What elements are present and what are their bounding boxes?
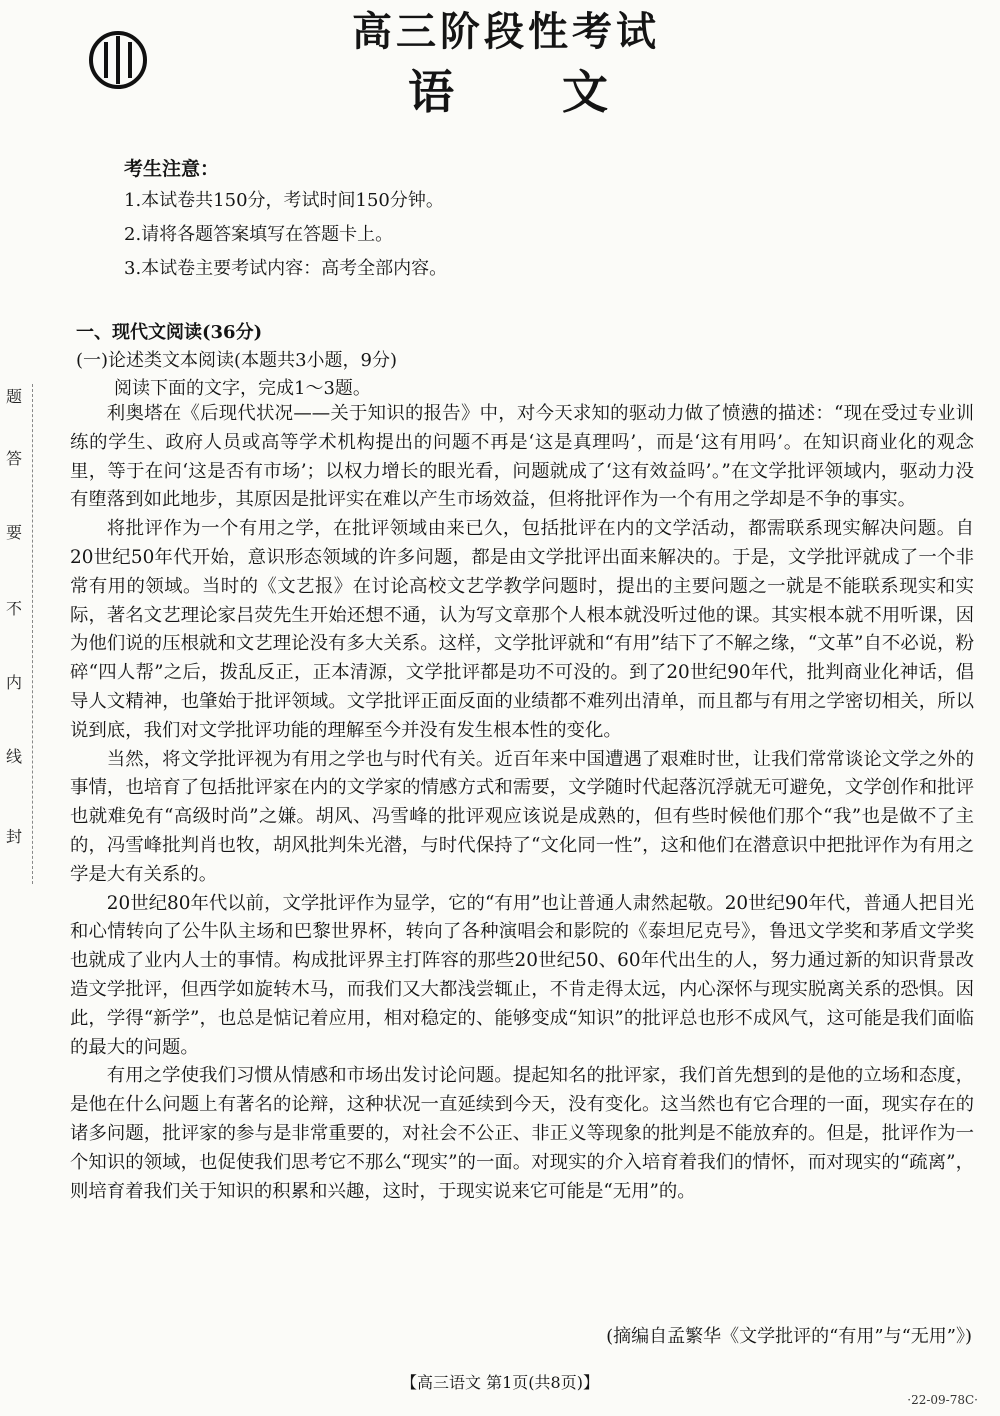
passage-body — [70, 400, 974, 1206]
passage-paragraph: 当然，将文学批评视为有用之学也与时代有关。近百年来中国遭遇了艰难时世，让我们常常谈论文学之外的事情，也培育了包括批评家在内的文学家的情感方式和需要，文学随时代起落沉浮就无可避免，文学创作和批评也就难免有“高级时尚”之嫌。胡风、冯雪峰的批评观应该说是成熟的，但有些时候他们那个“我”也是做不了主的，冯雪峰批判肖也牧，胡风批判朱光潜，与时代保持了“文化同一性”，这和他们在潜意识中把批评作为有用之学是大有关系的。 — [70, 748, 974, 885]
binding-dashed-line — [32, 384, 33, 884]
margin-char: 答 — [6, 449, 23, 468]
exam-title: 高三阶段性考试 — [352, 8, 660, 55]
margin-char: 封 — [6, 827, 23, 846]
notice-heading: 考生注意： — [124, 158, 220, 180]
passage-paragraph: 有用之学使我们习惯从情感和市场出发讨论问题。提起知名的批评家，我们首先想到的是他的立场和态度，是他在什么问题上有著名的论辩，这种状况一直延续到今天，没有变化。这当然也有它合理的一面，现实存在的诸多问题，批评家的参与是非常重要的，对社会不公正、非正义等现象的批判是不能放弃的。但是，批评作为一个知识的领域，也促使我们思考它不那么“现实”的一面。对现实的介入培育着我们的情怀，而对现实的“疏离”，则培育着我们关于知识的积累和兴趣，这时，于现实说来它可能是“无用”的。 — [70, 1065, 974, 1202]
exam-logo-icon — [88, 30, 148, 90]
passage-paragraph: 利奥塔在《后现代状况——关于知识的报告》中，对今天求知的驱动力做了愤懑的描述：“现在受过专业训练的学生、政府人员或高等学术机构提出的问题不再是‘这是真理吗’，而是‘这有用吗’。在知识商业化的观念里，等于在问‘这是否有市场’；以权力增长的眼光看，问题就成了‘这有效益吗’。”在文学批评领域内，驱动力没有堕落到如此地步，其原因是批评实在难以产生市场效益，但将批评作为一个有用之学却是不争的事实。 — [70, 403, 974, 511]
section-heading: 一、现代文阅读(36分) — [76, 322, 263, 343]
page-footer: 【高三语文 第1页(共8页)】 — [401, 1373, 599, 1392]
margin-char: 题 — [6, 387, 23, 406]
exam-code: ·22-09-78C· — [907, 1393, 978, 1407]
subsection-heading: (一)论述类文本阅读(本题共3小题，9分) — [76, 350, 397, 371]
passage-paragraph: 20世纪80年代以前，文学批评作为显学，它的“有用”也让普通人肃然起敬。20世纪90年代，普通人把目光和心情转向了公牛队主场和巴黎世界杯，转向了各种演唱会和影院的《泰坦尼克号》，鲁迅文学奖和茅盾文学奖也就成了业内人士的事情。构成批评界主打阵容的那些20世纪50、60年代出生的人，努力通过新的知识背景改造文学批评，但西学如旋转木马，而我们又大都浅尝辄止，不肯走得太远，内心深怀与现实脱离关系的恐惧。因此，学得“新学”，也总是惦记着应用，相对稳定的、能够变成“知识”的批评总也形不成风气，这可能是我们面临的最大的问题。 — [70, 892, 974, 1058]
instruction: 阅读下面的文字，完成1～3题。 — [114, 378, 371, 399]
margin-char: 要 — [6, 523, 23, 542]
subject-title — [408, 56, 608, 122]
passage-paragraph: 将批评作为一个有用之学，在批评领域由来已久，包括批评在内的文学活动，都需联系现实解决问题。自20世纪50年代开始，意识形态领域的许多问题，都是由文学批评出面来解决的。于是，文学批评就成了一个非常有用的领域。当时的《文艺报》在讨论高校文艺学教学问题时，提出的主要问题之一就是不能联系现实和实际，著名文艺理论家吕荧先生开始还想不通，认为写文章那个人根本就没听过他的课。其实根本就不用听课，因为他们说的压根就和文艺理论没有多大关系。这样，文学批评就和“有用”结下了不解之缘，“文革”自不必说，粉碎“四人帮”之后，拨乱反正，正本清源，文学批评都是功不可没的。到了20世纪90年代，批判商业化神话，倡导人文精神，也肇始于批评领域。文学批评正面反面的业绩都不难列出清单，而且都与有用之学密切相关，所以说到底，我们对文学批评功能的理解至今并没有发生根本性的变化。 — [70, 518, 974, 741]
margin-char: 线 — [6, 747, 23, 766]
subject-char: 文 — [562, 65, 608, 119]
margin-char: 不 — [6, 599, 23, 618]
passage-source: (摘编自孟繁华《文学批评的“有用”与“无用”》) — [606, 1326, 972, 1347]
subject-char: 语 — [408, 65, 454, 119]
binding-margin — [0, 384, 34, 884]
notice-item: 1.本试卷共150分，考试时间150分钟。 — [124, 190, 444, 211]
margin-char: 内 — [6, 673, 23, 692]
notice-item: 3.本试卷主要考试内容：高考全部内容。 — [124, 258, 448, 279]
notice-item: 2.请将各题答案填写在答题卡上。 — [124, 224, 394, 245]
